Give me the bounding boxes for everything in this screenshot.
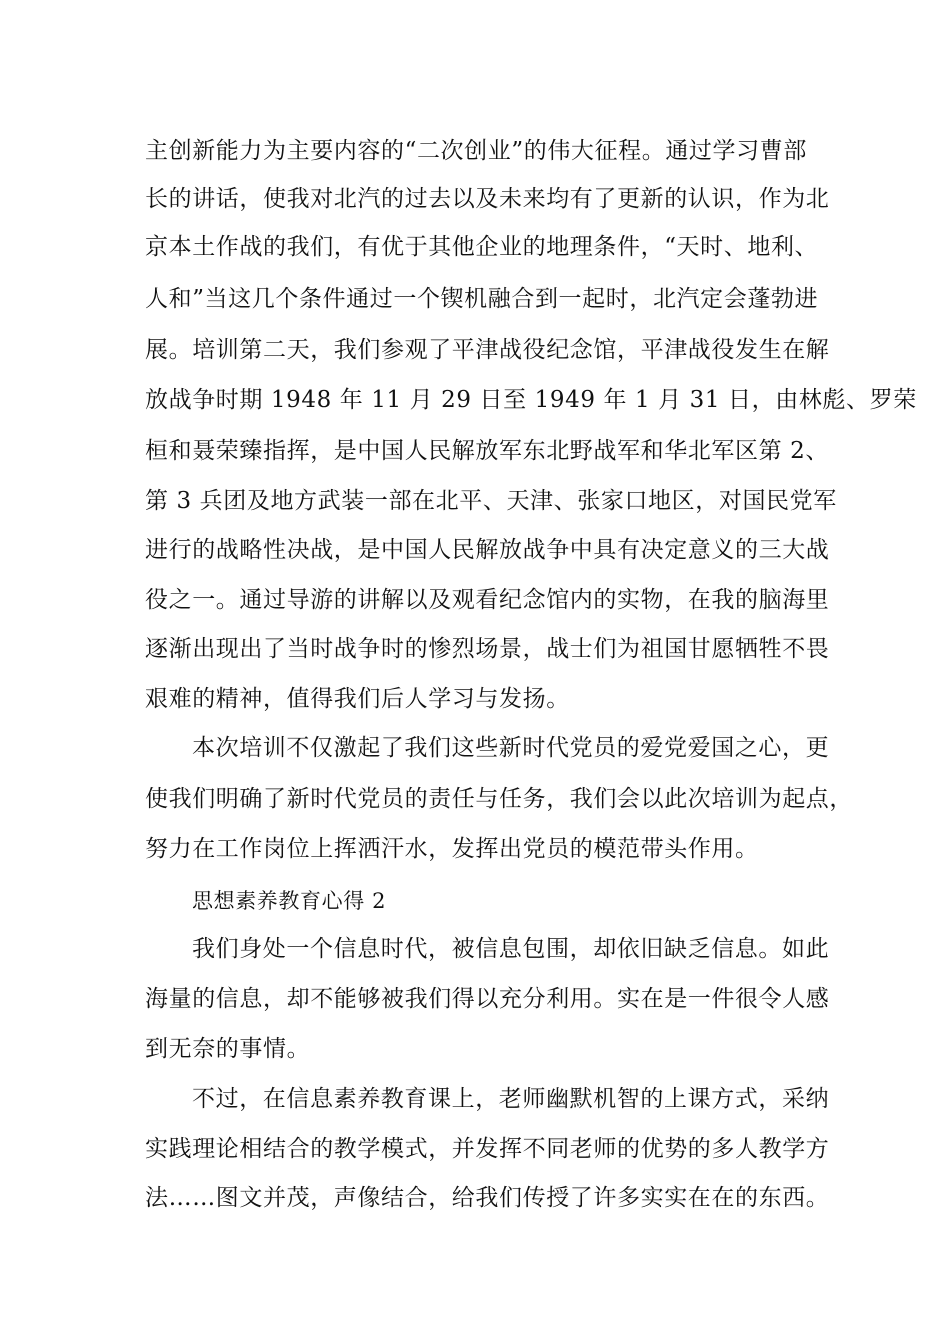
text-line: 实践理论相结合的教学模式，并发挥不同老师的优势的多人教学方 bbox=[145, 1136, 830, 1162]
text-line: 逐渐出现出了当时战争时的惨烈场景，战士们为祖国甘愿牺牲不畏 bbox=[145, 636, 830, 662]
text-line: 京本土作战的我们，有优于其他企业的地理条件，“天时、地利、 bbox=[145, 234, 819, 260]
paragraph-first-line: 本次培训不仅激起了我们这些新时代党员的爱党爱国之心，更 bbox=[192, 735, 830, 761]
text-line: 役之一。通过导游的讲解以及观看纪念馆内的实物，在我的脑海里 bbox=[145, 587, 830, 613]
paragraph-first-line: 不过，在信息素养教育课上，老师幽默机智的上课方式，采纳 bbox=[192, 1086, 830, 1112]
text-line: 到无奈的事情。 bbox=[145, 1036, 311, 1062]
text-line: 努力在工作岗位上挥洒汗水，发挥出党员的模范带头作用。 bbox=[145, 836, 759, 862]
paragraph-first-line: 我们身处一个信息时代，被信息包围，却依旧缺乏信息。如此 bbox=[192, 936, 830, 962]
text-line: 使我们明确了新时代党员的责任与任务，我们会以此次培训为起点， bbox=[145, 786, 853, 812]
text-line: 进行的战略性决战，是中国人民解放战争中具有决定意义的三大战 bbox=[145, 537, 830, 563]
text-line: 人和”当这几个条件通过一个锲机融合到一起时，北汽定会蓬勃进 bbox=[145, 286, 819, 312]
text-line: 艰难的精神，值得我们后人学习与发扬。 bbox=[145, 686, 570, 712]
text-line: 第 3 兵团及地方武装一部在北平、天津、张家口地区，对国民党军 bbox=[145, 488, 837, 514]
text-line: 法……图文并茂，声像结合，给我们传授了许多实实在在的东西。 bbox=[145, 1185, 830, 1211]
text-line: 放战争时期 1948 年 11 月 29 日至 1949 年 1 月 31 日，由林彪、罗荣 bbox=[145, 387, 917, 413]
text-line: 海量的信息，却不能够被我们得以充分利用。实在是一件很令人感 bbox=[145, 986, 830, 1012]
text-line: 长的讲话，使我对北汽的过去以及未来均有了更新的认识，作为北 bbox=[145, 186, 830, 212]
section-heading: 思想素养教育心得 2 bbox=[192, 889, 387, 913]
text-line: 主创新能力为主要内容的“二次创业”的伟大征程。通过学习曹部 bbox=[145, 138, 807, 164]
text-line: 桓和聂荣臻指挥，是中国人民解放军东北野战军和华北军区第 2、 bbox=[145, 438, 829, 464]
text-line: 展。培训第二天，我们参观了平津战役纪念馆，平津战役发生在解 bbox=[145, 337, 830, 363]
